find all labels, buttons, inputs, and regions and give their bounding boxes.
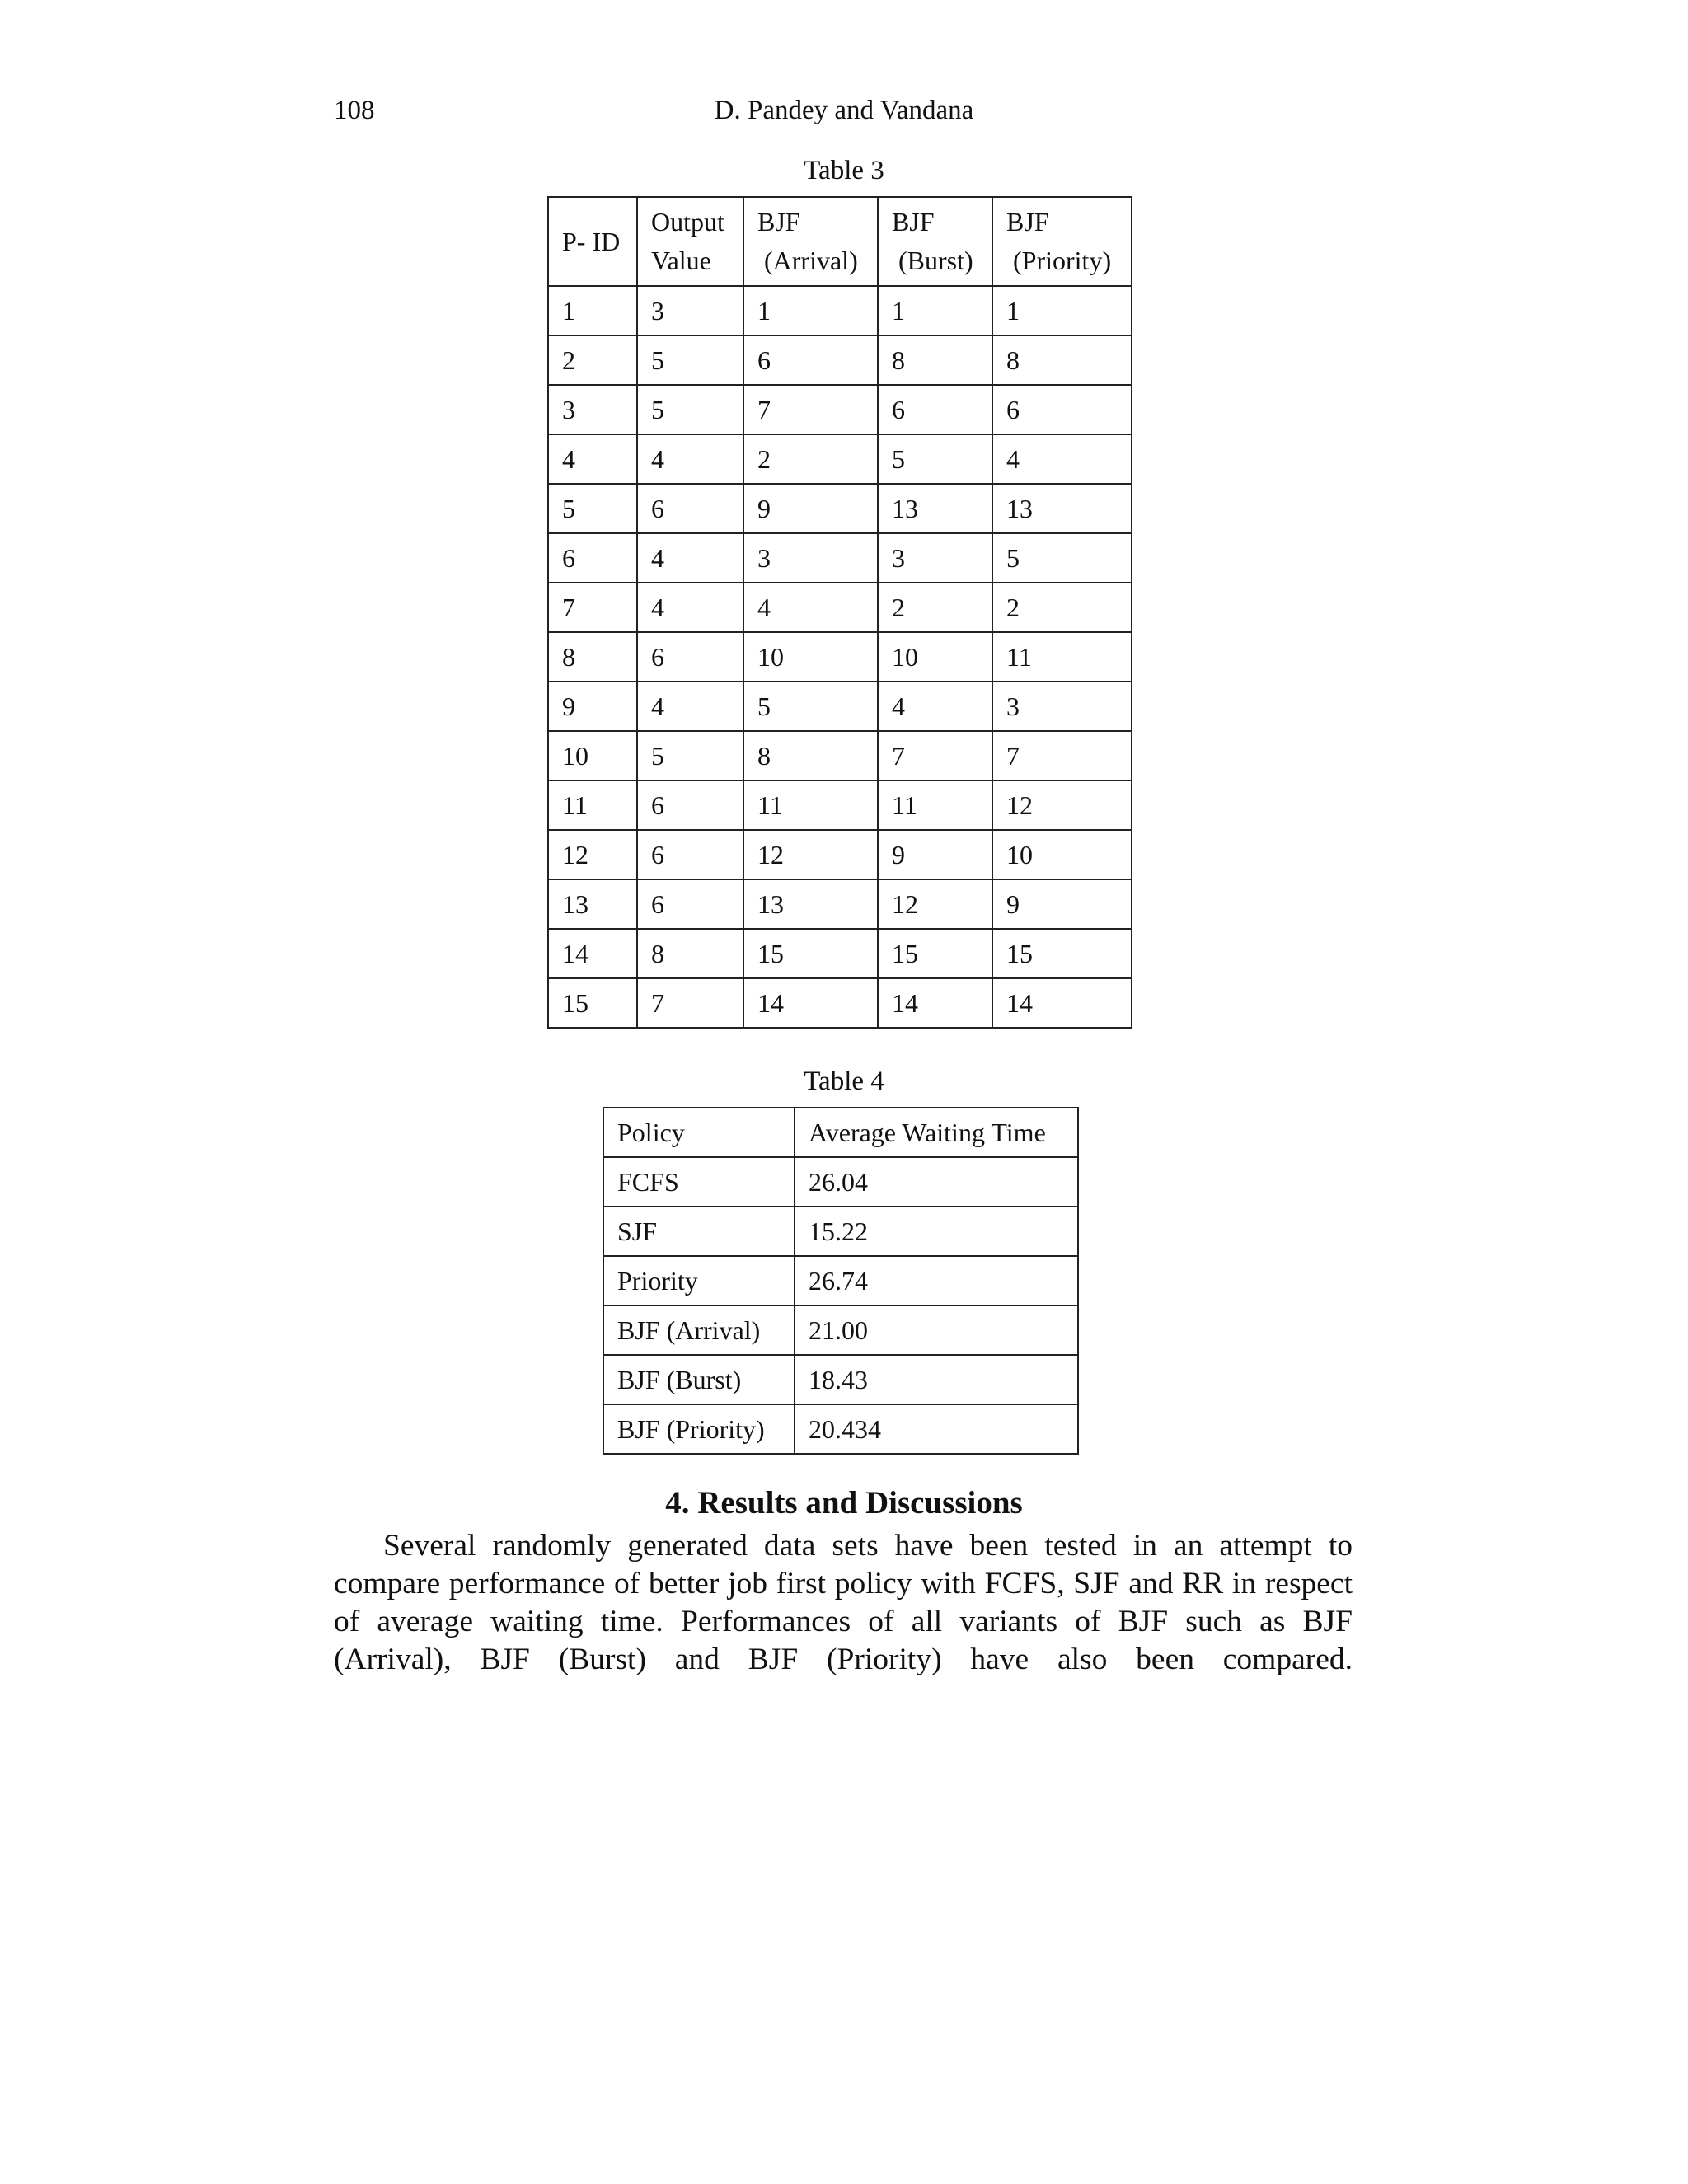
table3-cell: 6 (637, 879, 743, 929)
table3-cell: 7 (743, 385, 878, 434)
table3-cell: 8 (548, 632, 637, 682)
table3-header-text: Value (651, 246, 711, 275)
table3-cell: 13 (992, 484, 1132, 533)
table3-header-cell (548, 197, 637, 286)
waiting-time-cell: 18.43 (795, 1355, 1078, 1404)
policy-cell: Priority (603, 1256, 795, 1305)
table3-header-cell (743, 197, 878, 286)
table3-cell: 7 (992, 731, 1132, 780)
table3-cell: 14 (992, 978, 1132, 1028)
table3-cell: 12 (992, 780, 1132, 830)
table3-cell: 8 (992, 335, 1132, 385)
table3-cell: 6 (637, 780, 743, 830)
table3-cell: 10 (878, 632, 992, 682)
policy-cell: SJF (603, 1207, 795, 1256)
table3-cell: 10 (548, 731, 637, 780)
table3-cell: 5 (878, 434, 992, 484)
table3-cell: 12 (743, 830, 878, 879)
table3-cell: 4 (637, 583, 743, 632)
table3-row (548, 335, 1132, 385)
table3-header-row (548, 197, 1132, 286)
table3-cell: 8 (878, 335, 992, 385)
table3-cell: 12 (548, 830, 637, 879)
table3-row (548, 385, 1132, 434)
table3-header-cell (878, 197, 992, 286)
table3-cell: 13 (548, 879, 637, 929)
table3-cell: 4 (637, 434, 743, 484)
table3-cell: 6 (637, 830, 743, 879)
table3-cell: 11 (992, 632, 1132, 682)
table3-row (548, 879, 1132, 929)
table3-cell: 13 (743, 879, 878, 929)
table3-row (548, 286, 1132, 335)
table3-cell: 10 (743, 632, 878, 682)
table3-cell: 4 (637, 533, 743, 583)
table3-cell: 14 (548, 929, 637, 978)
table3-cell: 5 (548, 484, 637, 533)
table3-cell: 3 (878, 533, 992, 583)
table4-caption: Table 4 (804, 1066, 884, 1096)
table3-cell: 7 (878, 731, 992, 780)
table4-body (603, 1108, 1078, 1454)
table3-cell: 11 (743, 780, 878, 830)
table3-cell: 5 (637, 385, 743, 434)
table3-row (548, 484, 1132, 533)
table3-cell: 6 (548, 533, 637, 583)
table3-cell: 4 (637, 682, 743, 731)
table3-row (548, 731, 1132, 780)
waiting-time-cell: 15.22 (795, 1207, 1078, 1256)
table3-row (548, 830, 1132, 879)
table3-cell: 3 (548, 385, 637, 434)
waiting-time-cell: 26.04 (795, 1157, 1078, 1207)
table3-caption: Table 3 (804, 156, 884, 185)
table3-cell: 1 (878, 286, 992, 335)
table3-row (548, 780, 1132, 830)
policy-cell: BJF (Arrival) (603, 1305, 795, 1355)
table3-cell: 3 (992, 682, 1132, 731)
table3-cell: 9 (878, 830, 992, 879)
waiting-time-cell: 20.434 (795, 1404, 1078, 1454)
table3-cell: 5 (992, 533, 1132, 583)
table4-row (603, 1256, 1078, 1305)
table3-cell: 1 (992, 286, 1132, 335)
table3-header-text: BJF (757, 207, 800, 237)
table3-cell: 2 (878, 583, 992, 632)
table3-cell: 9 (743, 484, 878, 533)
table3-cell: 11 (878, 780, 992, 830)
table3-cell: 7 (637, 978, 743, 1028)
table3-cell: 6 (992, 385, 1132, 434)
table3-cell: 10 (992, 830, 1132, 879)
table3-header-text: (Arrival) (764, 246, 858, 275)
table3-cell: 15 (743, 929, 878, 978)
table3 (547, 196, 1132, 1029)
body-paragraph-container (334, 1527, 1353, 1679)
table3-cell: 11 (548, 780, 637, 830)
table3-header-text: BJF (892, 207, 935, 237)
table3-cell: 6 (743, 335, 878, 385)
table3-cell: 4 (992, 434, 1132, 484)
table3-cell: 5 (637, 731, 743, 780)
table3-header-text: BJF (1006, 207, 1049, 237)
table3-cell: 1 (548, 286, 637, 335)
table3-cell: 4 (878, 682, 992, 731)
page-number: 108 (334, 96, 375, 125)
table4-row (603, 1355, 1078, 1404)
table3-cell: 3 (637, 286, 743, 335)
table3-header-text: (Burst) (898, 246, 973, 275)
policy-cell: BJF (Burst) (603, 1355, 795, 1404)
table3-cell: 3 (743, 533, 878, 583)
table3-row (548, 682, 1132, 731)
table3-cell: 5 (743, 682, 878, 731)
table3-body (548, 197, 1132, 1028)
table3-row (548, 632, 1132, 682)
table3-row (548, 583, 1132, 632)
table4-header-row (603, 1108, 1078, 1157)
table3-cell: 15 (992, 929, 1132, 978)
table4-row (603, 1305, 1078, 1355)
table3-cell: 15 (878, 929, 992, 978)
table3-cell: 14 (743, 978, 878, 1028)
table3-cell: 6 (878, 385, 992, 434)
body-paragraph: Several randomly generated data sets have been tested in an attempt to compare performance of better job first policy with FCFS, SJF and RR in respect of average waiting time. Performances of all variants of BJF such as BJF (Arrival), BJF (Burst) and BJF (Priority) have also been compared. (334, 1529, 1353, 1676)
policy-cell: FCFS (603, 1157, 795, 1207)
table3-cell: 6 (637, 484, 743, 533)
table3-cell: 4 (743, 583, 878, 632)
table3-cell: 15 (548, 978, 637, 1028)
table3-cell: 8 (637, 929, 743, 978)
table4-row (603, 1404, 1078, 1454)
table3-header-text: P- ID (562, 226, 621, 256)
table3-cell: 14 (878, 978, 992, 1028)
table3-cell: 2 (992, 583, 1132, 632)
table3-cell: 9 (548, 682, 637, 731)
table3-header-cell (637, 197, 743, 286)
table3-cell: 4 (548, 434, 637, 484)
table4-row (603, 1207, 1078, 1256)
waiting-time-cell: 26.74 (795, 1256, 1078, 1305)
table3-cell: 7 (548, 583, 637, 632)
table3-cell: 1 (743, 286, 878, 335)
table4 (603, 1107, 1079, 1455)
table3-header-text: Output (651, 207, 724, 237)
table3-cell: 12 (878, 879, 992, 929)
table4-row (603, 1157, 1078, 1207)
table3-cell: 2 (743, 434, 878, 484)
table3-cell: 2 (548, 335, 637, 385)
waiting-time-cell: 21.00 (795, 1305, 1078, 1355)
table3-row (548, 929, 1132, 978)
section-heading: 4. Results and Discussions (665, 1485, 1023, 1521)
table3-row (548, 978, 1132, 1028)
running-head: D. Pandey and Vandana (714, 96, 974, 125)
table3-cell: 9 (992, 879, 1132, 929)
table3-cell: 8 (743, 731, 878, 780)
policy-cell: BJF (Priority) (603, 1404, 795, 1454)
table4-header-cell: Policy (603, 1108, 795, 1157)
table3-header-text: (Priority) (1013, 246, 1112, 275)
table3-row (548, 434, 1132, 484)
table3-cell: 13 (878, 484, 992, 533)
table4-header-cell: Average Waiting Time (795, 1108, 1078, 1157)
table3-cell: 5 (637, 335, 743, 385)
table3-cell: 6 (637, 632, 743, 682)
table3-header-cell (992, 197, 1132, 286)
table3-row (548, 533, 1132, 583)
